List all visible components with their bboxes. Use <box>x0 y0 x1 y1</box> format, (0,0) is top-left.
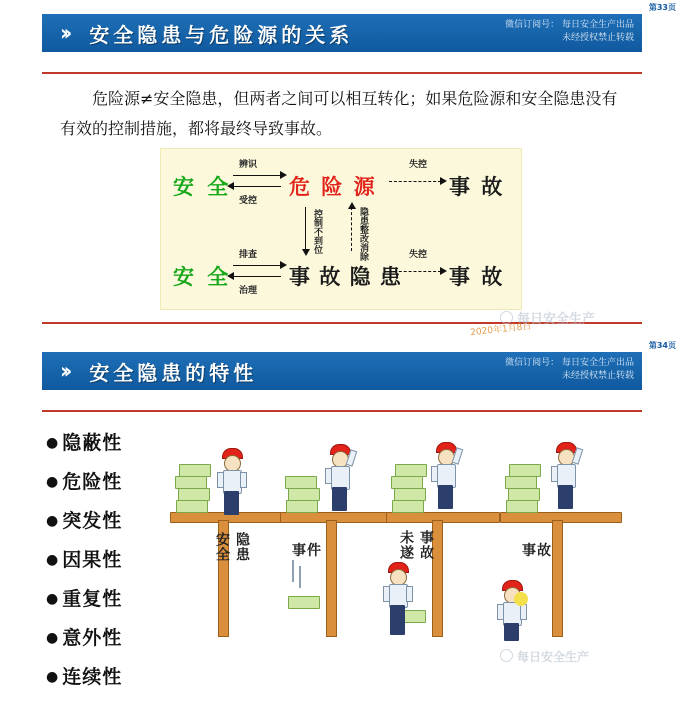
diagram-arrow-top-1b <box>233 186 281 187</box>
diagram-top-left-label: 安 全 <box>173 175 232 199</box>
slide-1-title: 安全隐患与危险源的关系 <box>89 22 354 47</box>
legs <box>390 605 405 635</box>
slide-2-header-subtext <box>505 357 634 383</box>
list-item-label-0: 隐蔽性 <box>62 432 123 454</box>
subscription-line-2-b: 未经授权禁止转载 <box>561 371 634 381</box>
hazard-illustration <box>170 420 670 660</box>
box <box>285 476 317 489</box>
diagram-arrowhead-bottom-right-1 <box>280 261 287 269</box>
diagram-arrow-vertical-left <box>305 207 306 251</box>
arm-right <box>520 604 527 620</box>
list-item-label-2: 突发性 <box>62 510 123 532</box>
impact-burst-icon <box>514 592 528 606</box>
slide-1-header-subtext <box>505 19 634 45</box>
box <box>506 500 538 513</box>
diagram-arrowhead-bottom-right-2 <box>440 267 447 275</box>
box <box>505 476 537 489</box>
box <box>509 464 541 477</box>
bullet-dot-icon: ● <box>46 591 60 607</box>
box <box>179 464 211 477</box>
motion-line <box>299 566 301 588</box>
diagram-arrowhead-up <box>348 202 356 209</box>
slide-1-divider <box>42 72 642 74</box>
box <box>178 488 210 501</box>
figure-caption-3a: 未遂 <box>398 530 414 560</box>
arm-right <box>406 586 413 602</box>
diagram-dashed-bottom <box>389 271 441 272</box>
box <box>176 500 208 513</box>
slide-2-divider <box>42 410 642 412</box>
arm-left <box>325 468 332 484</box>
diagram-top-right-label: 事 故 <box>449 175 505 199</box>
legs <box>224 491 239 515</box>
watermark-slide-2 <box>500 648 589 665</box>
characteristics-list <box>46 428 122 701</box>
diagram-arrowhead-down <box>302 249 310 256</box>
slide-1-header <box>42 14 642 52</box>
legs <box>558 485 573 509</box>
box <box>394 488 426 501</box>
table-leg-2 <box>326 520 337 637</box>
figure-caption-2: 事件 <box>292 543 322 559</box>
arm-left <box>217 472 224 488</box>
watermark-circle-icon-2 <box>500 649 513 662</box>
diagram-bottom-center-label: 事 故 隐 患 <box>289 265 402 289</box>
table-top-2 <box>280 512 394 523</box>
diagram-dashed-top <box>389 181 441 182</box>
list-item-5 <box>46 623 122 650</box>
bullet-dot-icon: ● <box>46 630 60 646</box>
watermark-text-2: 每日安全生产 <box>517 650 590 664</box>
box <box>288 488 320 501</box>
box <box>395 464 427 477</box>
diagram-arrow-bottom-1a <box>233 265 281 266</box>
diagram-arrowhead-top-right-2 <box>440 177 447 185</box>
list-item-label-3: 因果性 <box>62 549 123 571</box>
box <box>286 500 318 513</box>
diagram-top-center-label: 危 险 源 <box>289 175 377 199</box>
figure-caption-1b: 隐患 <box>234 532 250 562</box>
slide-2-header <box>42 352 642 390</box>
list-item-label-5: 意外性 <box>62 627 123 649</box>
list-item-label-4: 重复性 <box>62 588 123 610</box>
page-number-34: 第34页 <box>648 341 676 350</box>
list-item-1 <box>46 467 122 494</box>
slide-1 <box>0 0 684 340</box>
chevron-right-icon: ›› <box>60 20 68 45</box>
watermark-text-1: 每日安全生产 <box>517 312 596 327</box>
list-item-0 <box>46 428 122 455</box>
box <box>508 488 540 501</box>
subscription-line-1: 微信订阅号： 每日安全生产出品 <box>505 20 634 30</box>
legs <box>504 623 519 641</box>
diagram-vertical-left-label: 控制不到位 <box>312 209 322 254</box>
table-leg-4 <box>552 520 563 637</box>
bullet-dot-icon: ● <box>46 474 60 490</box>
diagram-arrow-bottom-1b <box>233 276 281 277</box>
diagram-arrow-top-1a <box>233 175 281 176</box>
list-item-6 <box>46 662 122 689</box>
list-item-2 <box>46 506 122 533</box>
slide-1-paragraph: 危险源≠安全隐患，但两者之间可以相互转化；如果危险源和安全隐患没有有效的控制措施，都将最终导致事故。 <box>60 89 618 138</box>
arm-left <box>497 604 504 620</box>
bullet-dot-icon: ● <box>46 513 60 529</box>
diagram-label-shoukong: 受控 <box>239 196 258 206</box>
diagram-arrowhead-top-left-1 <box>227 182 234 190</box>
box <box>175 476 207 489</box>
diagram-label-zhili: 治理 <box>239 286 258 296</box>
figure-caption-1a: 安全 <box>214 532 230 562</box>
diagram-label-shikong-top: 失控 <box>409 160 428 170</box>
arm-right <box>240 472 247 488</box>
arm-left <box>431 466 438 482</box>
figure-caption-4: 事故 <box>522 543 552 559</box>
diagram-label-paicha: 排查 <box>239 250 258 260</box>
fallen-box-2 <box>288 596 320 609</box>
subscription-line-2: 未经授权禁止转载 <box>561 33 634 43</box>
box <box>391 476 423 489</box>
relationship-diagram <box>160 148 522 310</box>
list-item-label-1: 危险性 <box>62 471 123 493</box>
box <box>392 500 424 513</box>
diagram-label-shibie: 辨识 <box>239 160 258 170</box>
diagram-arrowhead-top-right-1 <box>280 171 287 179</box>
diagram-arrowhead-bottom-left-1 <box>227 272 234 280</box>
arm-left <box>551 466 558 482</box>
figure-caption-3b: 事故 <box>418 530 434 560</box>
table-top-3 <box>386 512 500 523</box>
list-item-3 <box>46 545 122 572</box>
list-item-4 <box>46 584 122 611</box>
slide-2-title: 安全隐患的特性 <box>89 360 258 385</box>
bullet-dot-icon: ● <box>46 552 60 568</box>
diagram-bottom-left-label: 安 全 <box>173 265 232 289</box>
arm-left <box>383 586 390 602</box>
bullet-dot-icon: ● <box>46 669 60 685</box>
legs <box>438 485 453 509</box>
chevron-right-icon-2: ›› <box>60 358 68 383</box>
page-number-33: 第33页 <box>648 3 676 12</box>
list-item-label-6: 连续性 <box>62 666 123 688</box>
date-stamp: 2020年1月8日 <box>469 321 532 339</box>
diagram-vertical-right-label: 隐患整改消除 <box>358 207 368 261</box>
diagram-label-shikong-bottom: 失控 <box>409 250 428 260</box>
subscription-line-1-b: 微信订阅号： 每日安全生产出品 <box>505 358 634 368</box>
motion-line <box>292 560 294 582</box>
bullet-dot-icon: ● <box>46 435 60 451</box>
diagram-dashed-vertical-right <box>351 207 352 251</box>
diagram-bottom-right-label: 事 故 <box>449 265 505 289</box>
legs <box>332 487 347 511</box>
